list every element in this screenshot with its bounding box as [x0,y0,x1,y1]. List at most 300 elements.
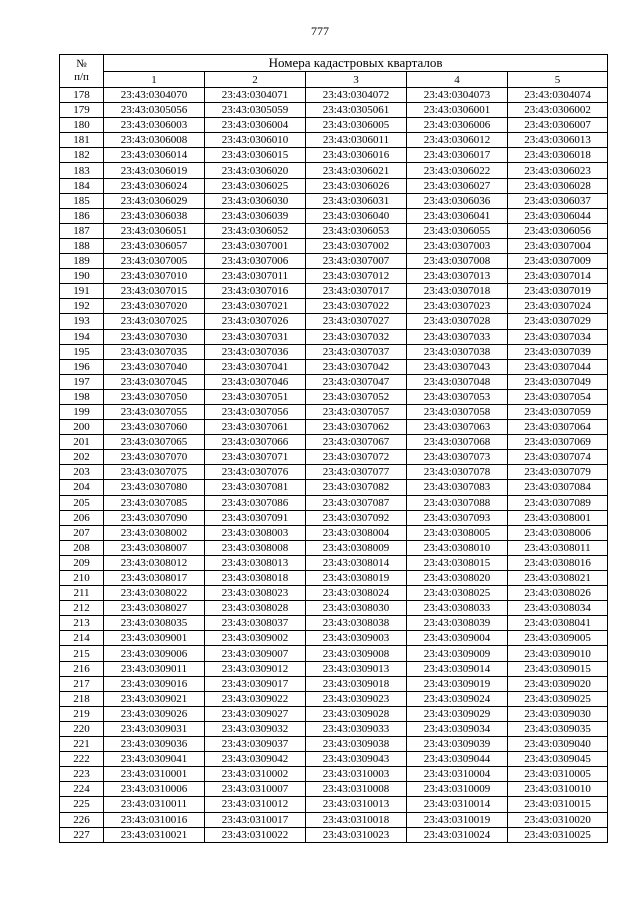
table-row [60,721,608,736]
cadastral-number-cell: 23:43:0307037 [306,344,407,359]
cadastral-number-cell: 23:43:0307033 [407,329,508,344]
table-caption: Номера кадастровых кварталов [104,55,608,72]
table-row [60,314,608,329]
cadastral-number-cell: 23:43:0307056 [205,404,306,419]
table-row [60,163,608,178]
cadastral-number-cell: 23:43:0307023 [407,299,508,314]
table-row [60,208,608,223]
cadastral-number-cell: 23:43:0307020 [104,299,205,314]
cadastral-number-cell: 23:43:0306053 [306,223,407,238]
row-number-cell: 206 [60,510,104,525]
cadastral-number-cell: 23:43:0310003 [306,767,407,782]
cadastral-number-cell: 23:43:0307013 [407,269,508,284]
cadastral-number-cell: 23:43:0307047 [306,374,407,389]
table-row [60,148,608,163]
cadastral-number-cell: 23:43:0308004 [306,525,407,540]
cadastral-number-cell: 23:43:0309010 [508,646,608,661]
cadastral-number-cell: 23:43:0307053 [407,389,508,404]
row-number-cell: 223 [60,767,104,782]
row-number-cell: 214 [60,631,104,646]
cadastral-number-cell: 23:43:0307086 [205,495,306,510]
cadastral-number-cell: 23:43:0306008 [104,133,205,148]
row-number-cell: 185 [60,193,104,208]
cadastral-number-cell: 23:43:0310010 [508,782,608,797]
table-row [60,450,608,465]
cadastral-number-cell: 23:43:0306006 [407,118,508,133]
row-number-cell: 221 [60,737,104,752]
cadastral-number-cell: 23:43:0306018 [508,148,608,163]
cadastral-number-cell: 23:43:0308033 [407,601,508,616]
cadastral-number-cell: 23:43:0309030 [508,706,608,721]
cadastral-number-cell: 23:43:0307044 [508,359,608,374]
cadastral-number-cell: 23:43:0308015 [407,555,508,570]
cadastral-number-cell: 23:43:0307005 [104,254,205,269]
cadastral-number-cell: 23:43:0307041 [205,359,306,374]
column-header: 5 [508,72,608,88]
row-number-cell: 198 [60,389,104,404]
cadastral-number-cell: 23:43:0307091 [205,510,306,525]
cadastral-number-cell: 23:43:0308037 [205,616,306,631]
cadastral-number-cell: 23:43:0309008 [306,646,407,661]
cadastral-number-cell: 23:43:0310013 [306,797,407,812]
cadastral-number-cell: 23:43:0307003 [407,238,508,253]
table-row [60,133,608,148]
table-row [60,767,608,782]
cadastral-number-cell: 23:43:0310002 [205,767,306,782]
row-number-cell: 194 [60,329,104,344]
cadastral-number-cell: 23:43:0307001 [205,238,306,253]
cadastral-number-cell: 23:43:0307017 [306,284,407,299]
table-row [60,435,608,450]
cadastral-number-cell: 23:43:0308035 [104,616,205,631]
cadastral-number-cell: 23:43:0307035 [104,344,205,359]
table-row [60,706,608,721]
cadastral-number-cell: 23:43:0306014 [104,148,205,163]
cadastral-number-cell: 23:43:0306007 [508,118,608,133]
cadastral-number-cell: 23:43:0307007 [306,254,407,269]
cadastral-number-cell: 23:43:0307022 [306,299,407,314]
cadastral-number-cell: 23:43:0307092 [306,510,407,525]
cadastral-number-cell: 23:43:0309032 [205,721,306,736]
cadastral-number-cell: 23:43:0305059 [205,103,306,118]
cadastral-number-cell: 23:43:0308013 [205,555,306,570]
row-number-cell: 213 [60,616,104,631]
cadastral-number-cell: 23:43:0307081 [205,480,306,495]
cadastral-number-cell: 23:43:0309027 [205,706,306,721]
column-header: 4 [407,72,508,88]
cadastral-number-cell: 23:43:0308020 [407,571,508,586]
cadastral-number-cell: 23:43:0306051 [104,223,205,238]
row-number-cell: 227 [60,827,104,842]
cadastral-number-cell: 23:43:0304071 [205,88,306,103]
cadastral-number-cell: 23:43:0307019 [508,284,608,299]
cadastral-number-cell: 23:43:0309004 [407,631,508,646]
cadastral-number-cell: 23:43:0307069 [508,435,608,450]
table-row [60,465,608,480]
cadastral-number-cell: 23:43:0309005 [508,631,608,646]
cadastral-number-cell: 23:43:0310015 [508,797,608,812]
cadastral-number-cell: 23:43:0307014 [508,269,608,284]
cadastral-number-cell: 23:43:0306016 [306,148,407,163]
table-row [60,389,608,404]
cadastral-number-cell: 23:43:0306004 [205,118,306,133]
cadastral-number-cell: 23:43:0309028 [306,706,407,721]
cadastral-number-cell: 23:43:0306005 [306,118,407,133]
cadastral-number-cell: 23:43:0307027 [306,314,407,329]
cadastral-number-cell: 23:43:0309019 [407,676,508,691]
row-number-cell: 217 [60,676,104,691]
table-row [60,691,608,706]
cadastral-number-cell: 23:43:0306010 [205,133,306,148]
cadastral-number-cell: 23:43:0307080 [104,480,205,495]
cadastral-number-cell: 23:43:0309042 [205,752,306,767]
cadastral-number-cell: 23:43:0306019 [104,163,205,178]
cadastral-number-cell: 23:43:0307015 [104,284,205,299]
cadastral-number-cell: 23:43:0308018 [205,571,306,586]
cadastral-number-cell: 23:43:0307059 [508,404,608,419]
cadastral-table [59,54,608,843]
cadastral-number-cell: 23:43:0307073 [407,450,508,465]
cadastral-number-cell: 23:43:0310017 [205,812,306,827]
cadastral-number-cell: 23:43:0309012 [205,661,306,676]
table-row [60,223,608,238]
row-number-cell: 180 [60,118,104,133]
cadastral-number-cell: 23:43:0307010 [104,269,205,284]
row-number-cell: 196 [60,359,104,374]
cadastral-number-cell: 23:43:0310025 [508,827,608,842]
cadastral-number-cell: 23:43:0306041 [407,208,508,223]
cadastral-number-cell: 23:43:0310023 [306,827,407,842]
cadastral-number-cell: 23:43:0308028 [205,601,306,616]
row-number-cell: 225 [60,797,104,812]
cadastral-number-cell: 23:43:0307006 [205,254,306,269]
cadastral-number-cell: 23:43:0307083 [407,480,508,495]
row-number-header-symbol: № [76,58,87,70]
row-number-cell: 224 [60,782,104,797]
cadastral-number-cell: 23:43:0306001 [407,103,508,118]
row-number-cell: 203 [60,465,104,480]
row-number-cell: 184 [60,178,104,193]
cadastral-number-cell: 23:43:0306027 [407,178,508,193]
cadastral-number-cell: 23:43:0304070 [104,88,205,103]
cadastral-number-cell: 23:43:0309038 [306,737,407,752]
cadastral-number-cell: 23:43:0307057 [306,404,407,419]
cadastral-number-cell: 23:43:0306036 [407,193,508,208]
row-number-cell: 181 [60,133,104,148]
table-row [60,676,608,691]
cadastral-number-cell: 23:43:0309029 [407,706,508,721]
cadastral-number-cell: 23:43:0308002 [104,525,205,540]
cadastral-number-cell: 23:43:0304072 [306,88,407,103]
cadastral-number-cell: 23:43:0307050 [104,389,205,404]
cadastral-number-cell: 23:43:0307075 [104,465,205,480]
cadastral-number-cell: 23:43:0309002 [205,631,306,646]
cadastral-number-cell: 23:43:0306031 [306,193,407,208]
table-row [60,510,608,525]
table-row [60,571,608,586]
cadastral-number-cell: 23:43:0308017 [104,571,205,586]
cadastral-number-cell: 23:43:0308010 [407,540,508,555]
cadastral-number-cell: 23:43:0308039 [407,616,508,631]
cadastral-number-cell: 23:43:0307009 [508,254,608,269]
table-row [60,812,608,827]
cadastral-number-cell: 23:43:0308027 [104,601,205,616]
cadastral-number-cell: 23:43:0307067 [306,435,407,450]
cadastral-number-cell: 23:43:0307065 [104,435,205,450]
cadastral-number-cell: 23:43:0309023 [306,691,407,706]
cadastral-number-cell: 23:43:0308025 [407,586,508,601]
cadastral-number-cell: 23:43:0309040 [508,737,608,752]
table-row [60,525,608,540]
cadastral-number-cell: 23:43:0306012 [407,133,508,148]
cadastral-number-cell: 23:43:0308038 [306,616,407,631]
cadastral-number-cell: 23:43:0307029 [508,314,608,329]
table-row [60,646,608,661]
cadastral-number-cell: 23:43:0308001 [508,510,608,525]
cadastral-number-cell: 23:43:0307078 [407,465,508,480]
cadastral-number-cell: 23:43:0308011 [508,540,608,555]
cadastral-number-cell: 23:43:0308019 [306,571,407,586]
table-row [60,344,608,359]
row-number-cell: 212 [60,601,104,616]
table-row [60,254,608,269]
cadastral-number-cell: 23:43:0307026 [205,314,306,329]
row-number-cell: 201 [60,435,104,450]
column-header: 1 [104,72,205,88]
cadastral-number-cell: 23:43:0310011 [104,797,205,812]
cadastral-number-cell: 23:43:0307055 [104,404,205,419]
cadastral-number-cell: 23:43:0309024 [407,691,508,706]
cadastral-number-cell: 23:43:0309037 [205,737,306,752]
table-row [60,238,608,253]
cadastral-number-cell: 23:43:0307084 [508,480,608,495]
cadastral-number-cell: 23:43:0307088 [407,495,508,510]
cadastral-number-cell: 23:43:0308041 [508,616,608,631]
cadastral-number-cell: 23:43:0307036 [205,344,306,359]
cadastral-number-cell: 23:43:0308034 [508,601,608,616]
table-row [60,178,608,193]
cadastral-number-cell: 23:43:0307058 [407,404,508,419]
row-number-cell: 193 [60,314,104,329]
cadastral-number-cell: 23:43:0306015 [205,148,306,163]
cadastral-number-cell: 23:43:0309018 [306,676,407,691]
table-row [60,480,608,495]
cadastral-number-cell: 23:43:0307054 [508,389,608,404]
cadastral-number-cell: 23:43:0306021 [306,163,407,178]
cadastral-number-cell: 23:43:0309013 [306,661,407,676]
cadastral-number-cell: 23:43:0309014 [407,661,508,676]
row-number-cell: 216 [60,661,104,676]
cadastral-number-cell: 23:43:0306026 [306,178,407,193]
table-row [60,359,608,374]
cadastral-number-cell: 23:43:0309041 [104,752,205,767]
table-row [60,420,608,435]
cadastral-number-cell: 23:43:0308023 [205,586,306,601]
cadastral-number-cell: 23:43:0307002 [306,238,407,253]
cadastral-number-cell: 23:43:0307052 [306,389,407,404]
cadastral-number-cell: 23:43:0306038 [104,208,205,223]
row-number-cell: 226 [60,812,104,827]
row-number-cell: 188 [60,238,104,253]
row-number-cell: 209 [60,555,104,570]
table-row [60,631,608,646]
table-row [60,299,608,314]
cadastral-number-cell: 23:43:0309044 [407,752,508,767]
cadastral-number-cell: 23:43:0307031 [205,329,306,344]
cadastral-number-cell: 23:43:0307004 [508,238,608,253]
cadastral-number-cell: 23:43:0310005 [508,767,608,782]
cadastral-number-cell: 23:43:0309031 [104,721,205,736]
cadastral-number-cell: 23:43:0309021 [104,691,205,706]
row-number-cell: 215 [60,646,104,661]
cadastral-number-cell: 23:43:0308022 [104,586,205,601]
table-row [60,782,608,797]
cadastral-number-cell: 23:43:0308012 [104,555,205,570]
table-row [60,752,608,767]
table-row [60,661,608,676]
cadastral-number-cell: 23:43:0306044 [508,208,608,223]
cadastral-number-cell: 23:43:0309039 [407,737,508,752]
row-number-cell: 202 [60,450,104,465]
cadastral-number-cell: 23:43:0307039 [508,344,608,359]
cadastral-number-cell: 23:43:0307089 [508,495,608,510]
cadastral-number-cell: 23:43:0309006 [104,646,205,661]
table-row [60,269,608,284]
cadastral-number-cell: 23:43:0307045 [104,374,205,389]
cadastral-number-cell: 23:43:0307028 [407,314,508,329]
cadastral-number-cell: 23:43:0307011 [205,269,306,284]
cadastral-number-cell: 23:43:0307076 [205,465,306,480]
table-row [60,284,608,299]
cadastral-number-cell: 23:43:0309001 [104,631,205,646]
row-number-cell: 208 [60,540,104,555]
cadastral-number-cell: 23:43:0306002 [508,103,608,118]
column-header: 3 [306,72,407,88]
cadastral-number-cell: 23:43:0306020 [205,163,306,178]
cadastral-number-cell: 23:43:0306023 [508,163,608,178]
cadastral-number-cell: 23:43:0307074 [508,450,608,465]
table-row [60,797,608,812]
table-row [60,329,608,344]
cadastral-number-cell: 23:43:0307051 [205,389,306,404]
cadastral-number-cell: 23:43:0306056 [508,223,608,238]
cadastral-number-cell: 23:43:0307024 [508,299,608,314]
cadastral-number-cell: 23:43:0308009 [306,540,407,555]
row-number-cell: 219 [60,706,104,721]
cadastral-number-cell: 23:43:0307087 [306,495,407,510]
cadastral-number-cell: 23:43:0307060 [104,420,205,435]
table-row [60,737,608,752]
row-number-cell: 220 [60,721,104,736]
cadastral-number-cell: 23:43:0310022 [205,827,306,842]
row-number-cell: 190 [60,269,104,284]
cadastral-number-cell: 23:43:0307085 [104,495,205,510]
table-row [60,586,608,601]
cadastral-number-cell: 23:43:0309009 [407,646,508,661]
cadastral-number-cell: 23:43:0310001 [104,767,205,782]
cadastral-number-cell: 23:43:0305061 [306,103,407,118]
cadastral-number-cell: 23:43:0310007 [205,782,306,797]
cadastral-number-cell: 23:43:0307064 [508,420,608,435]
cadastral-number-cell: 23:43:0309017 [205,676,306,691]
cadastral-number-cell: 23:43:0308005 [407,525,508,540]
table-row [60,193,608,208]
cadastral-number-cell: 23:43:0306017 [407,148,508,163]
cadastral-number-cell: 23:43:0309045 [508,752,608,767]
cadastral-number-cell: 23:43:0310020 [508,812,608,827]
cadastral-number-cell: 23:43:0306028 [508,178,608,193]
cadastral-number-cell: 23:43:0310006 [104,782,205,797]
table-row [60,827,608,842]
cadastral-number-cell: 23:43:0310014 [407,797,508,812]
cadastral-number-cell: 23:43:0307018 [407,284,508,299]
table-row [60,616,608,631]
cadastral-number-cell: 23:43:0307068 [407,435,508,450]
row-number-cell: 200 [60,420,104,435]
cadastral-number-cell: 23:43:0307049 [508,374,608,389]
cadastral-number-cell: 23:43:0310024 [407,827,508,842]
row-number-cell: 183 [60,163,104,178]
cadastral-number-cell: 23:43:0308024 [306,586,407,601]
cadastral-number-cell: 23:43:0309043 [306,752,407,767]
cadastral-number-cell: 23:43:0305056 [104,103,205,118]
cadastral-number-cell: 23:43:0309016 [104,676,205,691]
cadastral-number-cell: 23:43:0307062 [306,420,407,435]
cadastral-number-cell: 23:43:0309020 [508,676,608,691]
cadastral-number-cell: 23:43:0310021 [104,827,205,842]
row-number-cell: 179 [60,103,104,118]
table-row [60,374,608,389]
table-row [60,495,608,510]
cadastral-number-cell: 23:43:0308014 [306,555,407,570]
row-number-cell: 187 [60,223,104,238]
cadastral-number-cell: 23:43:0310018 [306,812,407,827]
cadastral-number-cell: 23:43:0307070 [104,450,205,465]
cadastral-number-cell: 23:43:0308016 [508,555,608,570]
cadastral-number-cell: 23:43:0308026 [508,586,608,601]
row-number-cell: 195 [60,344,104,359]
cadastral-number-cell: 23:43:0304073 [407,88,508,103]
cadastral-number-cell: 23:43:0307090 [104,510,205,525]
cadastral-number-cell: 23:43:0306039 [205,208,306,223]
cadastral-number-cell: 23:43:0307079 [508,465,608,480]
cadastral-number-cell: 23:43:0309026 [104,706,205,721]
cadastral-number-cell: 23:43:0310019 [407,812,508,827]
cadastral-number-cell: 23:43:0308021 [508,571,608,586]
cadastral-number-cell: 23:43:0306029 [104,193,205,208]
row-number-cell: 210 [60,571,104,586]
cadastral-number-cell: 23:43:0308007 [104,540,205,555]
cadastral-number-cell: 23:43:0309035 [508,721,608,736]
row-number-header-abbr: п/п [74,71,89,83]
cadastral-number-cell: 23:43:0310004 [407,767,508,782]
cadastral-number-cell: 23:43:0306055 [407,223,508,238]
cadastral-number-cell: 23:43:0307082 [306,480,407,495]
row-number-cell: 192 [60,299,104,314]
page-number: 777 [311,24,329,38]
cadastral-number-cell: 23:43:0304074 [508,88,608,103]
cadastral-number-cell: 23:43:0309033 [306,721,407,736]
cadastral-number-cell: 23:43:0306030 [205,193,306,208]
row-number-cell: 211 [60,586,104,601]
cadastral-number-cell: 23:43:0310012 [205,797,306,812]
row-number-cell: 205 [60,495,104,510]
table-body [60,88,608,843]
row-number-cell: 197 [60,374,104,389]
cadastral-number-cell: 23:43:0306013 [508,133,608,148]
cadastral-number-cell: 23:43:0307032 [306,329,407,344]
cadastral-number-cell: 23:43:0307042 [306,359,407,374]
